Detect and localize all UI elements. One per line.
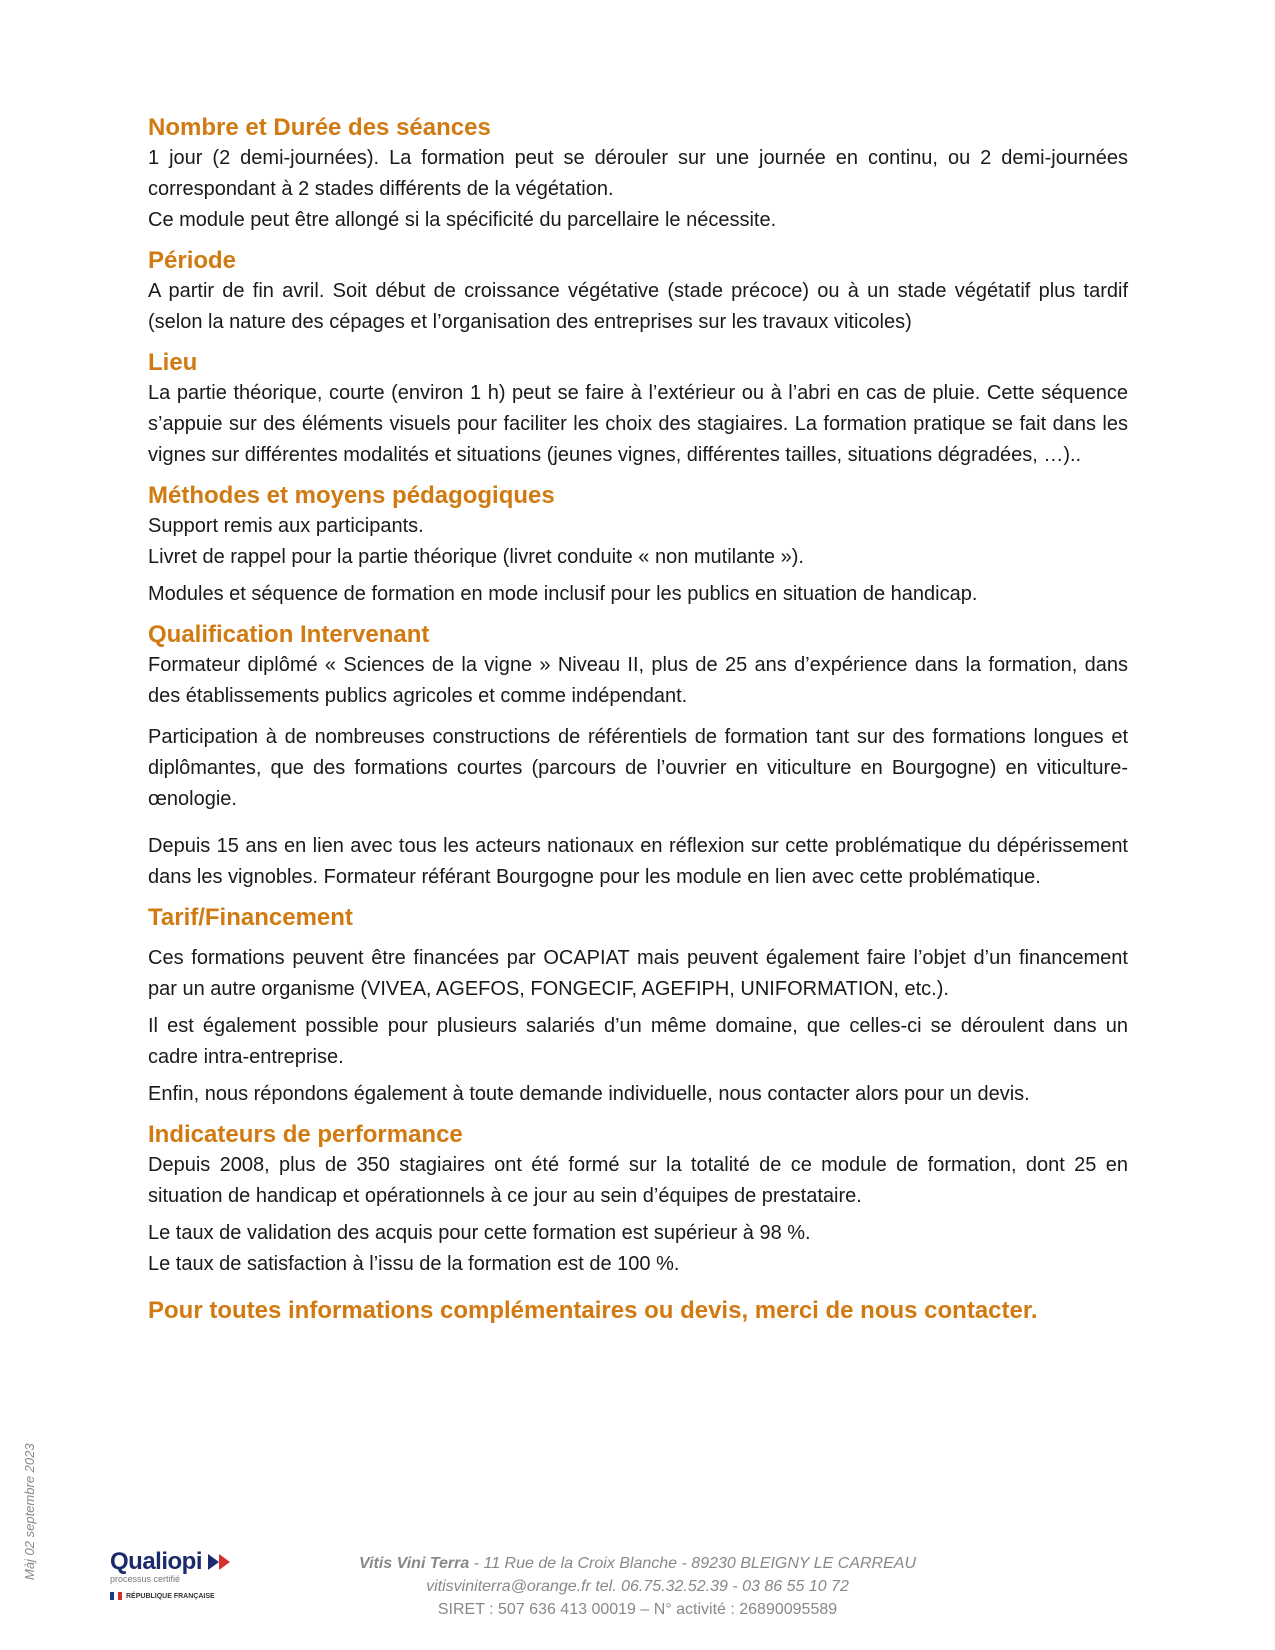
paragraph: Modules et séquence de formation en mode inclusif pour les publics en situation de handicap.: [148, 583, 978, 605]
section-duree: [148, 113, 1128, 236]
section-heading: Tarif/Financement: [148, 904, 353, 931]
qualiopi-wordmark: [110, 1548, 260, 1576]
section-heading: Indicateurs de performance: [148, 1121, 463, 1148]
paragraph: Il est également possible pour plusieurs salariés d’un même domaine, que celles-ci se déroulent dans un cadre intra-entreprise.: [148, 1015, 1128, 1068]
section-qualification: [148, 620, 1128, 893]
paragraph: Ce module peut être allongé si la spécificité du parcellaire le nécessite.: [148, 209, 777, 231]
paragraph: Ces formations peuvent être financées par OCAPIAT mais peuvent également faire l’objet d’un financement par un autre organisme (VIVEA, AGEFOS, FONGECIF, AGEFIPH, UNIFORMATION, etc.).: [148, 947, 1128, 1000]
paragraph: A partir de fin avril. Soit début de croissance végétative (stade précoce) ou à un stade végétatif plus tardif (selon la nature des cépages et l’organisation des entreprises sur les travaux viticoles): [148, 280, 1128, 333]
paragraph: La partie théorique, courte (environ 1 h) peut se faire à l’extérieur ou à l’abri en cas de pluie. Cette séquence s’appuie sur des éléments visuels pour faciliter les choix des stagiaires. La formation pratique se fait dans les vignes sur différentes modalités et situations (jeunes vignes, différentes tailles, situations dégradées, …)..: [148, 382, 1128, 466]
section-heading: Lieu: [148, 349, 198, 376]
footer-contact: vitisviniterra@orange.fr tel. 06.75.32.52.39 - 03 86 55 10 72: [426, 1578, 849, 1595]
company-name: Vitis Vini Terra: [359, 1555, 470, 1572]
section-lieu: [148, 348, 1128, 471]
paragraph: Enfin, nous répondons également à toute demande individuelle, nous contacter alors pour un devis.: [148, 1083, 1030, 1105]
french-flag-icon: [110, 1592, 122, 1600]
paragraph: Le taux de validation des acquis pour cette formation est supérieur à 98 %.: [148, 1222, 811, 1244]
paragraph: Support remis aux participants.: [148, 515, 424, 537]
paragraph: Depuis 2008, plus de 350 stagiaires ont été formé sur la totalité de ce module de formation, dont 25 en situation de handicap et opérationnels à ce jour au sein d’équipes de prestataire.: [148, 1154, 1128, 1207]
document-body: [148, 103, 1128, 1326]
section-heading: Méthodes et moyens pédagogiques: [148, 482, 555, 509]
paragraph: Participation à de nombreuses constructions de référentiels de formation tant sur des formations longues et diplômantes, que des formations courtes (parcours de l’ouvrier en viticulture en Bourgogne) en viticulture-œnologie.: [148, 726, 1128, 810]
logo-name: Qualiopi: [110, 1548, 202, 1575]
footer-siret: SIRET : 507 636 413 00019 – N° activité : 26890095589: [437, 1601, 838, 1618]
paragraph: 1 jour (2 demi-journées). La formation peut se dérouler sur une journée en continu, ou 2 demi-journées correspondant à 2 stades différents de la végétation.: [148, 147, 1128, 200]
update-date-note: Màj 02 septembre 2023: [22, 1443, 37, 1580]
republic-mark: [110, 1592, 260, 1600]
company-address: - 11 Rue de la Croix Blanche - 89230 BLEIGNY LE CARREAU: [469, 1555, 916, 1572]
paragraph: Depuis 15 ans en lien avec tous les acteurs nationaux en réflexion sur cette problématique du dépérissement dans les vignobles. Formateur référant Bourgogne pour les module en lien avec cette problématique.: [148, 835, 1128, 888]
republic-label: RÉPUBLIQUE FRANÇAISE: [126, 1592, 215, 1600]
section-methodes: [148, 481, 1128, 610]
paragraph: Le taux de satisfaction à l’issu de la formation est de 100 %.: [148, 1253, 680, 1275]
section-indicateurs: [148, 1120, 1128, 1280]
paragraph: Formateur diplômé « Sciences de la vigne » Niveau II, plus de 25 ans d’expérience dans la formation, dans des établissements publics agricoles et comme indépendant.: [148, 654, 1128, 707]
footer: [300, 1552, 975, 1621]
paragraph: Livret de rappel pour la partie théorique (livret conduite « non mutilante »).: [148, 546, 804, 568]
section-heading: Nombre et Durée des séances: [148, 114, 491, 141]
double-arrow-icon: [206, 1553, 234, 1571]
section-heading: Qualification Intervenant: [148, 621, 430, 648]
logo-subtitle: processus certifié: [110, 1574, 181, 1584]
section-heading: Période: [148, 247, 237, 274]
closing-call-to-action: Pour toutes informations complémentaires ou devis, merci de nous contacter.: [148, 1297, 1038, 1324]
section-periode: [148, 246, 1128, 338]
footer-address-line: [300, 1552, 975, 1575]
qualiopi-logo: [110, 1548, 260, 1600]
section-tarif: [148, 903, 1128, 1110]
